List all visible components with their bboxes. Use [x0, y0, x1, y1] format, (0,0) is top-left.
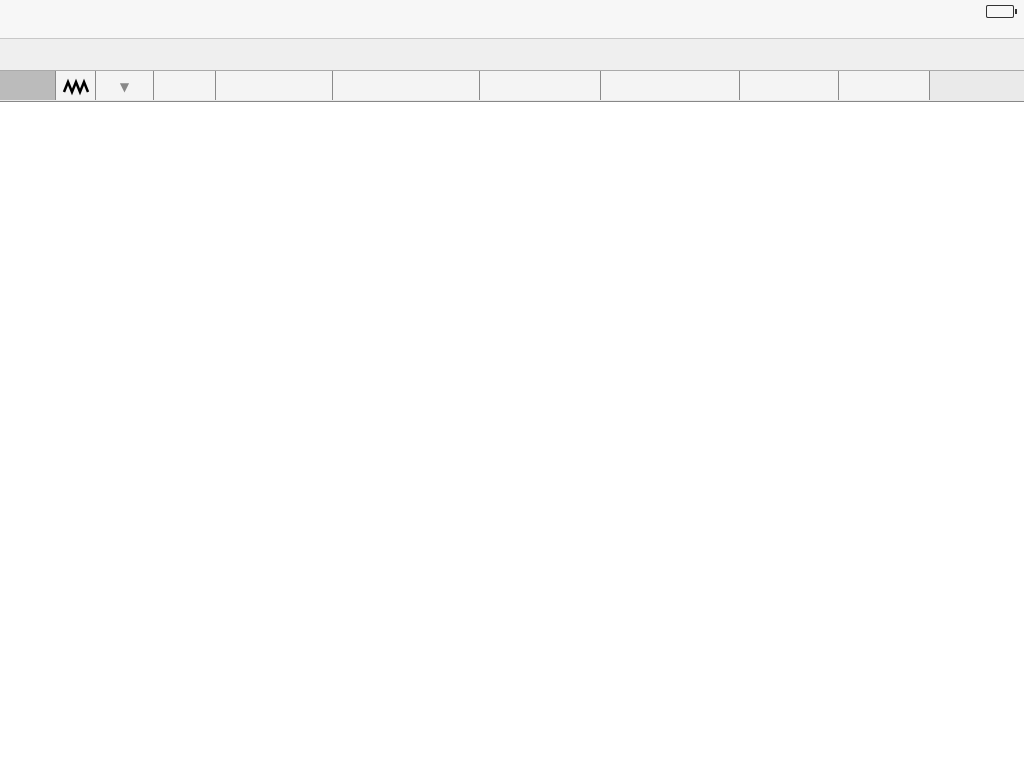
tab-2d[interactable]: [96, 71, 154, 100]
battery-icon: [986, 5, 1014, 18]
tab-forecast[interactable]: [0, 71, 56, 100]
tab-accommodation[interactable]: [480, 71, 601, 100]
tab-graph[interactable]: [56, 71, 96, 100]
tab-schools-rental[interactable]: [601, 71, 740, 100]
title-bar: [0, 39, 1024, 71]
status-bar: [0, 0, 1024, 39]
nav-bar: [0, 70, 1024, 102]
tab-webcams[interactable]: [216, 71, 333, 100]
tab-wind-reports[interactable]: [333, 71, 480, 100]
tab-more[interactable]: [839, 71, 930, 100]
graph-icon: [62, 76, 90, 98]
forecast-table: [0, 100, 1024, 768]
tab-map[interactable]: [154, 71, 216, 100]
tab-shops[interactable]: [740, 71, 839, 100]
chevron-down-icon: ▼: [119, 80, 130, 94]
